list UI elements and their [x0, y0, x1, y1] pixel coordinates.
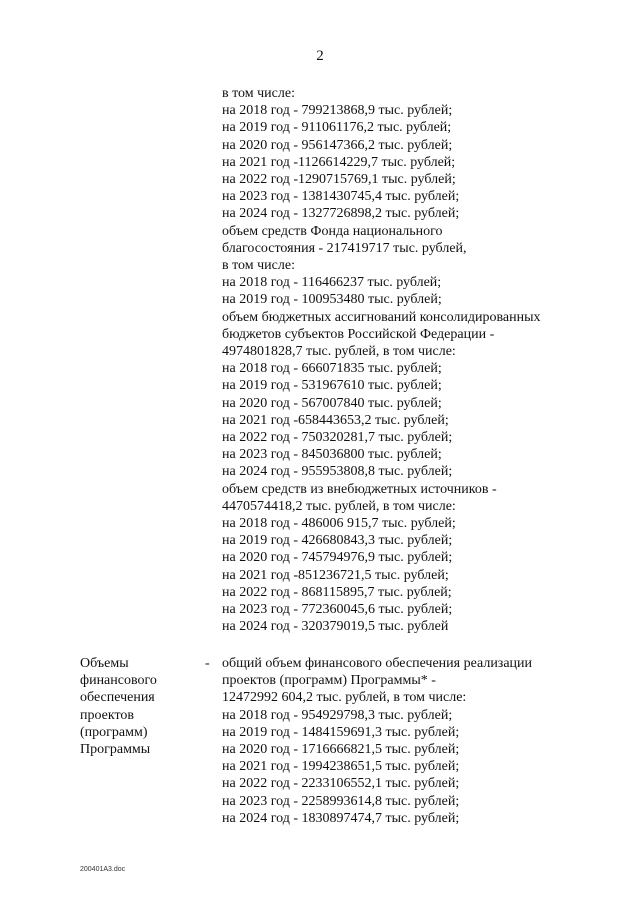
text-line: на 2020 год - 567007840 тыс. рублей;	[222, 395, 442, 411]
financing-details-block	[222, 85, 541, 636]
text-line: на 2021 год -851236721,5 тыс. рублей;	[222, 567, 449, 583]
text-line: на 2018 год - 954929798,3 тыс. рублей;	[222, 707, 453, 723]
text-line: на 2024 год - 955953808,8 тыс. рублей;	[222, 464, 453, 480]
text-line: на 2023 год - 2258993614,8 тыс. рублей;	[222, 793, 460, 809]
text-line: на 2018 год - 116466237 тыс. рублей;	[222, 275, 442, 291]
text-line: на 2024 год - 1830897474,7 тыс. рублей;	[222, 810, 460, 826]
label-line: финансового	[80, 673, 157, 689]
text-line: на 2018 год - 799213868,9 тыс. рублей;	[222, 103, 453, 119]
text-line: объем бюджетных ассигнований консолидированных	[222, 309, 541, 325]
text-line: объем средств Фонда национального	[222, 223, 443, 239]
text-line: общий объем финансового обеспечения реализации	[222, 656, 533, 671]
label-line: обеспечения	[80, 690, 155, 706]
text-line: в том числе:	[222, 86, 295, 101]
text-line: на 2022 год - 750320281,7 тыс. рублей;	[222, 430, 453, 446]
text-line: 12472992 604,2 тыс. рублей, в том числе:	[222, 690, 467, 706]
text-line: на 2020 год - 956147366,2 тыс. рублей;	[222, 137, 453, 153]
text-line: благосостояния - 217419717 тыс. рублей,	[222, 240, 467, 256]
text-line: на 2024 год - 320379019,5 тыс. рублей	[222, 619, 449, 635]
text-line: на 2020 год - 745794976,9 тыс. рублей;	[222, 550, 453, 566]
text-line: на 2018 год - 666071835 тыс. рублей;	[222, 361, 442, 377]
text-line: на 2021 год -1126614229,7 тыс. рублей;	[222, 154, 456, 170]
label-line: Программы	[80, 742, 151, 758]
text-line: на 2024 год - 1327726898,2 тыс. рублей;	[222, 206, 460, 222]
text-line: на 2019 год - 426680843,3 тыс. рублей;	[222, 533, 453, 549]
text-line: на 2022 год - 2233106552,1 тыс. рублей;	[222, 776, 460, 792]
text-line: на 2023 год - 772360045,6 тыс. рублей;	[222, 602, 453, 618]
text-line: на 2018 год - 486006 915,7 тыс. рублей;	[222, 516, 456, 532]
text-line: объем средств из внебюджетных источников -	[222, 481, 497, 497]
text-line: на 2019 год - 531967610 тыс. рублей;	[222, 378, 442, 394]
label-line: Объемы	[80, 656, 129, 671]
text-line: на 2019 год - 100953480 тыс. рублей;	[222, 292, 442, 308]
text-line: проектов (программ) Программы* -	[222, 673, 436, 689]
text-line: на 2022 год -1290715769,1 тыс. рублей;	[222, 172, 456, 188]
label-line: (программ)	[80, 724, 148, 740]
text-line: бюджетов субъектов Российской Федерации -	[222, 326, 495, 342]
page-number: 2	[316, 48, 324, 64]
section-label	[80, 655, 157, 758]
text-line: на 2023 год - 1381430745,4 тыс. рублей;	[222, 189, 460, 205]
text-line: на 2022 год - 868115895,7 тыс. рублей;	[222, 584, 452, 600]
project-financing-block	[222, 655, 532, 827]
text-line: 4974801828,7 тыс. рублей, в том числе:	[222, 344, 456, 360]
text-line: на 2020 год - 1716666821,5 тыс. рублей;	[222, 742, 460, 758]
file-footer: 200401A3.doc	[80, 866, 126, 873]
section-dash: -	[205, 656, 210, 671]
label-line: проектов	[80, 707, 135, 723]
text-line: на 2021 год - 1994238651,5 тыс. рублей;	[222, 759, 460, 775]
text-line: 4470574418,2 тыс. рублей, в том числе:	[222, 498, 456, 514]
text-line: на 2023 год - 845036800 тыс. рублей;	[222, 447, 442, 463]
text-line: на 2021 год -658443653,2 тыс. рублей;	[222, 412, 449, 428]
text-line: в том числе:	[222, 258, 295, 274]
text-line: на 2019 год - 1484159691,3 тыс. рублей;	[222, 724, 460, 740]
text-line: на 2019 год - 911061176,2 тыс. рублей;	[222, 120, 452, 136]
